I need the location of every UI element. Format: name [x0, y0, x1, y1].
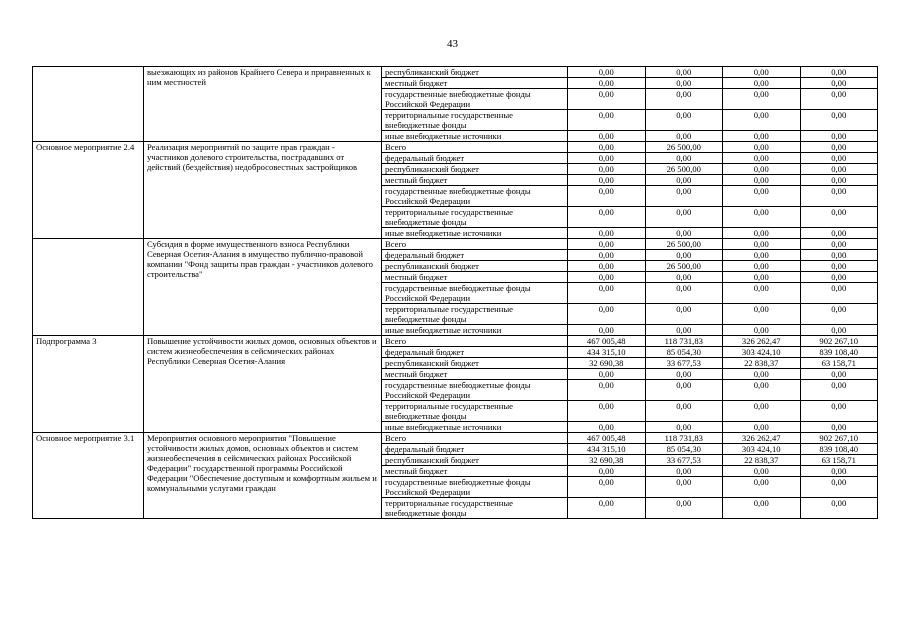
funding-source-cell: государственные внебюджетные фонды Российской Федерации	[382, 186, 568, 207]
amount-cell: 0,00	[645, 477, 723, 498]
amount-cell: 0,00	[645, 186, 723, 207]
funding-source-cell: государственные внебюджетные фонды Российской Федерации	[382, 283, 568, 304]
amount-cell: 0,00	[568, 142, 646, 153]
amount-cell: 85 054,30	[645, 444, 723, 455]
amount-cell: 0,00	[800, 164, 878, 175]
amount-cell: 0,00	[645, 89, 723, 110]
amount-cell: 0,00	[800, 153, 878, 164]
amount-cell: 0,00	[800, 477, 878, 498]
funding-source-cell: федеральный бюджет	[382, 250, 568, 261]
budget-table-body	[33, 67, 878, 519]
amount-cell: 0,00	[645, 67, 723, 78]
amount-cell: 0,00	[723, 67, 801, 78]
funding-source-cell: территориальные государственные внебюджетные фонды	[382, 207, 568, 228]
amount-cell: 0,00	[645, 369, 723, 380]
amount-cell: 118 731,83	[645, 433, 723, 444]
amount-cell: 0,00	[800, 67, 878, 78]
amount-cell: 0,00	[645, 325, 723, 336]
amount-cell: 434 315,10	[568, 347, 646, 358]
amount-cell: 0,00	[800, 78, 878, 89]
amount-cell: 0,00	[568, 153, 646, 164]
amount-cell: 0,00	[800, 261, 878, 272]
amount-cell: 0,00	[645, 110, 723, 131]
amount-cell: 303 424,10	[723, 444, 801, 455]
funding-source-cell: иные внебюджетные источники	[382, 422, 568, 433]
amount-cell: 0,00	[568, 261, 646, 272]
amount-cell: 0,00	[723, 272, 801, 283]
funding-source-cell: республиканский бюджет	[382, 164, 568, 175]
table-row	[33, 336, 878, 347]
amount-cell: 0,00	[568, 466, 646, 477]
amount-cell: 0,00	[645, 422, 723, 433]
amount-cell: 326 262,47	[723, 336, 801, 347]
funding-source-cell: федеральный бюджет	[382, 153, 568, 164]
amount-cell: 22 838,37	[723, 358, 801, 369]
amount-cell: 0,00	[568, 304, 646, 325]
amount-cell: 0,00	[723, 498, 801, 519]
funding-source-cell: территориальные государственные внебюджетные фонды	[382, 110, 568, 131]
amount-cell: 26 500,00	[645, 261, 723, 272]
amount-cell: 0,00	[723, 422, 801, 433]
amount-cell: 0,00	[568, 272, 646, 283]
amount-cell: 0,00	[723, 228, 801, 239]
amount-cell: 0,00	[645, 380, 723, 401]
amount-cell: 0,00	[568, 110, 646, 131]
amount-cell: 0,00	[568, 67, 646, 78]
funding-source-cell: иные внебюджетные источники	[382, 228, 568, 239]
amount-cell: 0,00	[645, 466, 723, 477]
amount-cell: 0,00	[568, 89, 646, 110]
amount-cell: 434 315,10	[568, 444, 646, 455]
amount-cell: 0,00	[723, 380, 801, 401]
table-row	[33, 67, 878, 78]
amount-cell: 0,00	[800, 110, 878, 131]
amount-cell: 0,00	[568, 131, 646, 142]
amount-cell: 26 500,00	[645, 142, 723, 153]
amount-cell: 0,00	[800, 304, 878, 325]
amount-cell: 0,00	[568, 498, 646, 519]
funding-source-cell: федеральный бюджет	[382, 444, 568, 455]
amount-cell: 0,00	[723, 186, 801, 207]
amount-cell: 326 262,47	[723, 433, 801, 444]
amount-cell: 85 054,30	[645, 347, 723, 358]
amount-cell: 0,00	[800, 228, 878, 239]
amount-cell: 0,00	[800, 131, 878, 142]
funding-source-cell: республиканский бюджет	[382, 261, 568, 272]
amount-cell: 902 267,10	[800, 336, 878, 347]
amount-cell: 0,00	[568, 239, 646, 250]
funding-source-cell: территориальные государственные внебюджетные фонды	[382, 401, 568, 422]
amount-cell: 0,00	[800, 283, 878, 304]
amount-cell: 0,00	[568, 401, 646, 422]
amount-cell: 0,00	[568, 380, 646, 401]
funding-source-cell: местный бюджет	[382, 78, 568, 89]
amount-cell: 0,00	[800, 175, 878, 186]
amount-cell: 33 677,53	[645, 455, 723, 466]
amount-cell: 0,00	[800, 186, 878, 207]
amount-cell: 0,00	[723, 325, 801, 336]
amount-cell: 0,00	[800, 466, 878, 477]
program-label-cell: Основное мероприятие 2.4	[33, 142, 144, 239]
amount-cell: 0,00	[645, 401, 723, 422]
program-description-cell: Реализация мероприятий по защите прав граждан - участников долевого строительства, пострадавших от действий (бездействия) недобросовестных застройщиков	[144, 142, 382, 239]
amount-cell: 0,00	[723, 250, 801, 261]
funding-source-cell: Всего	[382, 142, 568, 153]
amount-cell: 0,00	[645, 228, 723, 239]
amount-cell: 0,00	[800, 89, 878, 110]
amount-cell: 0,00	[800, 401, 878, 422]
amount-cell: 0,00	[568, 369, 646, 380]
funding-source-cell: Всего	[382, 433, 568, 444]
amount-cell: 0,00	[723, 477, 801, 498]
amount-cell: 0,00	[568, 175, 646, 186]
amount-cell: 63 158,71	[800, 358, 878, 369]
funding-source-cell: республиканский бюджет	[382, 358, 568, 369]
funding-source-cell: государственные внебюджетные фонды Российской Федерации	[382, 380, 568, 401]
amount-cell: 0,00	[800, 422, 878, 433]
amount-cell: 0,00	[723, 89, 801, 110]
program-description-cell: Мероприятия основного мероприятия "Повышение устойчивости жилых домов, основных объектов и систем жизнеобеспечения в сейсмических районах Российской Федерации" государственной программы Российской Федерации "Обеспечение доступным и комфортным жильем и коммунальными услугами граждан	[144, 433, 382, 519]
amount-cell: 33 677,53	[645, 358, 723, 369]
amount-cell: 0,00	[645, 498, 723, 519]
amount-cell: 0,00	[723, 466, 801, 477]
amount-cell: 0,00	[800, 142, 878, 153]
amount-cell: 0,00	[645, 250, 723, 261]
amount-cell: 0,00	[723, 131, 801, 142]
table-row	[33, 239, 878, 250]
amount-cell: 0,00	[723, 261, 801, 272]
funding-source-cell: местный бюджет	[382, 175, 568, 186]
program-label-cell	[33, 239, 144, 336]
amount-cell: 0,00	[568, 283, 646, 304]
amount-cell: 902 267,10	[800, 433, 878, 444]
amount-cell: 467 005,48	[568, 336, 646, 347]
amount-cell: 0,00	[800, 380, 878, 401]
amount-cell: 63 158,71	[800, 455, 878, 466]
funding-source-cell: республиканский бюджет	[382, 67, 568, 78]
amount-cell: 0,00	[800, 325, 878, 336]
amount-cell: 0,00	[723, 369, 801, 380]
amount-cell: 22 838,37	[723, 455, 801, 466]
amount-cell: 0,00	[568, 207, 646, 228]
funding-source-cell: Всего	[382, 239, 568, 250]
amount-cell: 26 500,00	[645, 164, 723, 175]
amount-cell: 0,00	[568, 164, 646, 175]
funding-source-cell: местный бюджет	[382, 369, 568, 380]
amount-cell: 0,00	[568, 250, 646, 261]
funding-source-cell: территориальные государственные внебюджетные фонды	[382, 304, 568, 325]
program-label-cell: Подпрограмма 3	[33, 336, 144, 433]
budget-table	[32, 66, 878, 519]
program-description-cell: Повышение устойчивости жилых домов, основных объектов и систем жизнеобеспечения в сейсмических районах Республики Северная Осетия-Алания	[144, 336, 382, 433]
amount-cell: 0,00	[723, 164, 801, 175]
funding-source-cell: местный бюджет	[382, 466, 568, 477]
amount-cell: 0,00	[723, 207, 801, 228]
amount-cell: 0,00	[568, 477, 646, 498]
amount-cell: 0,00	[645, 175, 723, 186]
funding-source-cell: иные внебюджетные источники	[382, 131, 568, 142]
amount-cell: 0,00	[568, 78, 646, 89]
amount-cell: 303 424,10	[723, 347, 801, 358]
amount-cell: 0,00	[723, 110, 801, 131]
amount-cell: 0,00	[723, 153, 801, 164]
amount-cell: 0,00	[645, 78, 723, 89]
amount-cell: 0,00	[568, 186, 646, 207]
amount-cell: 0,00	[800, 498, 878, 519]
amount-cell: 26 500,00	[645, 239, 723, 250]
amount-cell: 0,00	[800, 250, 878, 261]
amount-cell: 467 005,48	[568, 433, 646, 444]
page-number: 43	[447, 38, 458, 50]
program-description-cell: выезжающих из районов Крайнего Севера и приравненных к ним местностей	[144, 67, 382, 142]
amount-cell: 0,00	[723, 175, 801, 186]
amount-cell: 0,00	[645, 153, 723, 164]
amount-cell: 0,00	[723, 283, 801, 304]
amount-cell: 0,00	[645, 207, 723, 228]
funding-source-cell: государственные внебюджетные фонды Российской Федерации	[382, 477, 568, 498]
amount-cell: 0,00	[723, 304, 801, 325]
amount-cell: 0,00	[723, 142, 801, 153]
amount-cell: 839 108,40	[800, 444, 878, 455]
amount-cell: 0,00	[723, 239, 801, 250]
amount-cell: 0,00	[568, 422, 646, 433]
amount-cell: 0,00	[645, 272, 723, 283]
amount-cell: 0,00	[800, 239, 878, 250]
program-label-cell: Основное мероприятие 3.1	[33, 433, 144, 519]
program-label-cell	[33, 67, 144, 142]
amount-cell: 0,00	[800, 272, 878, 283]
table-row	[33, 142, 878, 153]
amount-cell: 0,00	[568, 228, 646, 239]
amount-cell: 32 690,38	[568, 455, 646, 466]
amount-cell: 0,00	[568, 325, 646, 336]
amount-cell: 0,00	[800, 369, 878, 380]
amount-cell: 0,00	[723, 78, 801, 89]
funding-source-cell: республиканский бюджет	[382, 455, 568, 466]
table-row	[33, 433, 878, 444]
funding-source-cell: федеральный бюджет	[382, 347, 568, 358]
amount-cell: 118 731,83	[645, 336, 723, 347]
program-description-cell: Субсидия в форме имущественного взноса Республики Северная Осетия-Алания в имущество публично-правовой компании "Фонд защиты прав граждан - участников долевого строительства"	[144, 239, 382, 336]
amount-cell: 32 690,38	[568, 358, 646, 369]
amount-cell: 0,00	[723, 401, 801, 422]
funding-source-cell: Всего	[382, 336, 568, 347]
amount-cell: 0,00	[645, 131, 723, 142]
funding-source-cell: иные внебюджетные источники	[382, 325, 568, 336]
amount-cell: 0,00	[645, 304, 723, 325]
funding-source-cell: местный бюджет	[382, 272, 568, 283]
amount-cell: 839 108,40	[800, 347, 878, 358]
amount-cell: 0,00	[800, 207, 878, 228]
amount-cell: 0,00	[645, 283, 723, 304]
funding-source-cell: государственные внебюджетные фонды Российской Федерации	[382, 89, 568, 110]
funding-source-cell: территориальные государственные внебюджетные фонды	[382, 498, 568, 519]
